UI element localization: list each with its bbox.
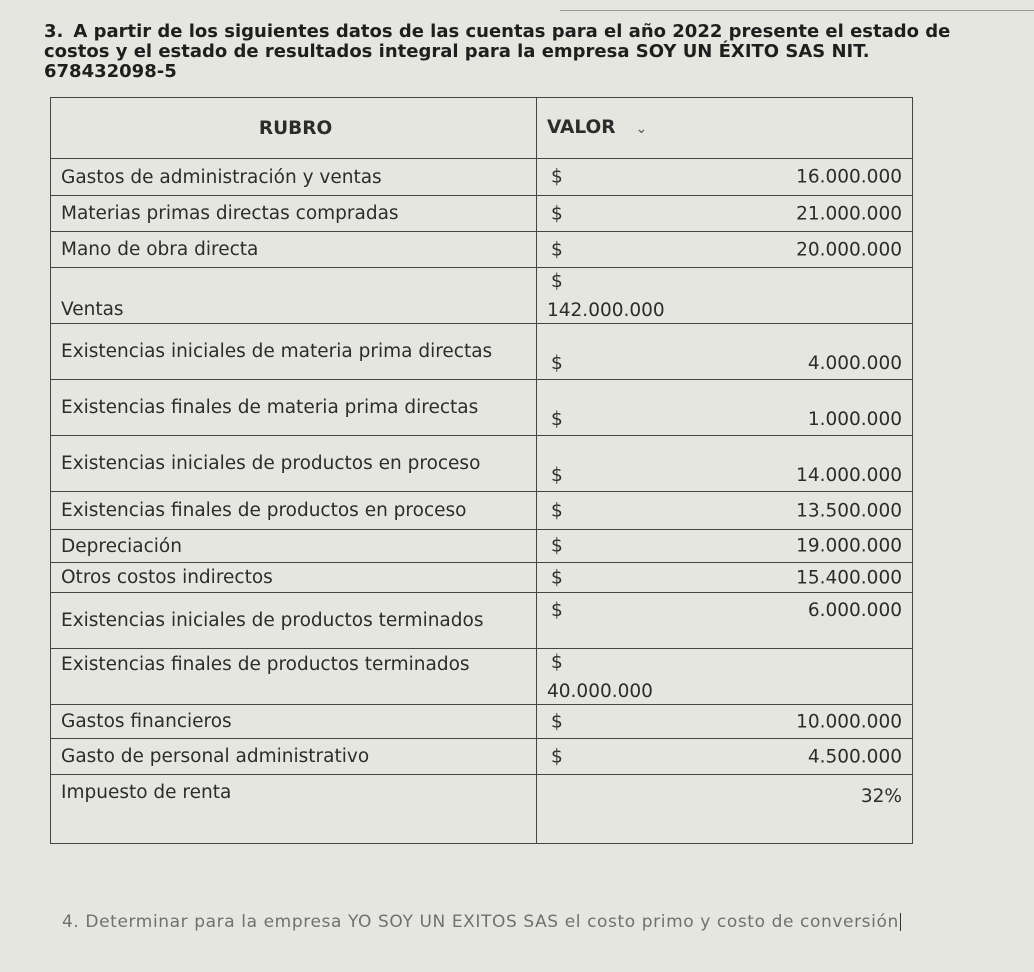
table-row [51,649,913,705]
valor-cell [537,268,913,324]
rubro-cell: Existencias iniciales de productos en proceso [51,436,537,492]
amount: 20.000.000 [796,239,902,260]
question-4-text: 4. Determinar para la empresa YO SOY UN EXITOS SAS el costo primo y costo de conversión [62,912,899,932]
amount: 32% [860,786,902,807]
table-row [51,436,913,492]
amount: 4.000.000 [807,353,902,374]
header-valor-label: VALOR [547,116,616,138]
amount: 4.500.000 [807,746,902,767]
rubro-cell: Otros costos indirectos [51,563,537,593]
table-row [51,324,913,380]
amount: 15.400.000 [796,567,902,588]
table-row [51,380,913,436]
currency-symbol: $ [551,239,563,260]
currency-symbol: $ [551,500,563,521]
valor-cell [537,705,913,739]
rubro-cell: Impuesto de renta [51,775,537,844]
amount: 142.000.000 [547,300,665,321]
rubro-cell: Mano de obra directa [51,232,537,268]
accounts-table [50,97,913,844]
currency-symbol: $ [551,567,563,588]
valor-cell [537,492,913,530]
amount: 13.500.000 [796,500,902,521]
currency-symbol: $ [551,746,563,767]
amount: 21.000.000 [796,203,902,224]
valor-cell [537,739,913,775]
currency-symbol: $ [551,353,563,374]
table-row [51,268,913,324]
valor-cell [537,196,913,232]
currency-symbol: $ [551,409,563,430]
valor-cell [537,380,913,436]
chevron-down-icon: ⌄ [635,120,648,137]
valor-cell [537,232,913,268]
rubro-cell: Depreciación [51,530,537,563]
amount: 10.000.000 [796,711,902,732]
table-row [51,159,913,196]
header-valor [537,98,913,159]
question-3 [44,22,1004,82]
question-3-text: A partir de los siguientes datos de las cuentas para el año 2022 presente el estado de costos y el estado de resultados integral para la empresa SOY UN ÉXITO SAS NIT. [44,21,951,62]
text-cursor [900,913,902,931]
amount: 19.000.000 [796,535,902,557]
rubro-cell: Existencias finales de productos en proceso [51,492,537,530]
currency-symbol: $ [551,535,563,557]
table-row [51,775,913,844]
valor-cell [537,593,913,649]
valor-cell [537,324,913,380]
rubro-cell: Existencias iniciales de materia prima directas [51,324,537,380]
rubro-cell: Existencias finales de productos terminados [51,649,537,705]
table-row [51,593,913,649]
rubro-cell: Materias primas directas compradas [51,196,537,232]
amount: 40.000.000 [547,681,653,702]
rubro-cell: Gastos de administración y ventas [51,159,537,196]
amount: 16.000.000 [796,166,902,188]
top-rule [560,10,1034,11]
rubro-cell: Existencias finales de materia prima directas [51,380,537,436]
question-3-nit: 678432098-5 [44,61,177,82]
rubro-cell: Ventas [51,268,537,324]
currency-symbol: $ [551,166,563,188]
currency-symbol: $ [551,465,563,486]
rubro-cell: Gastos financieros [51,705,537,739]
rubro-cell: Existencias iniciales de productos terminados [51,593,537,649]
valor-cell [537,649,913,705]
valor-cell [537,436,913,492]
amount: 14.000.000 [796,465,902,486]
table-row [51,739,913,775]
table-header-row [51,98,913,159]
header-rubro: RUBRO [51,98,537,159]
table-row [51,530,913,563]
amount: 6.000.000 [807,600,902,621]
currency-symbol: $ [551,652,563,673]
valor-cell [537,159,913,196]
currency-symbol: $ [551,711,563,732]
currency-symbol: $ [551,600,563,621]
question-4[interactable] [62,912,1002,932]
table-row [51,196,913,232]
question-3-number: 3. [44,21,64,42]
amount: 1.000.000 [807,409,902,430]
currency-symbol: $ [551,271,563,292]
table-row [51,563,913,593]
currency-symbol: $ [551,203,563,224]
valor-cell [537,775,913,844]
valor-cell [537,563,913,593]
valor-cell [537,530,913,563]
rubro-cell: Gasto de personal administrativo [51,739,537,775]
table-row [51,705,913,739]
table-row [51,232,913,268]
table-row [51,492,913,530]
